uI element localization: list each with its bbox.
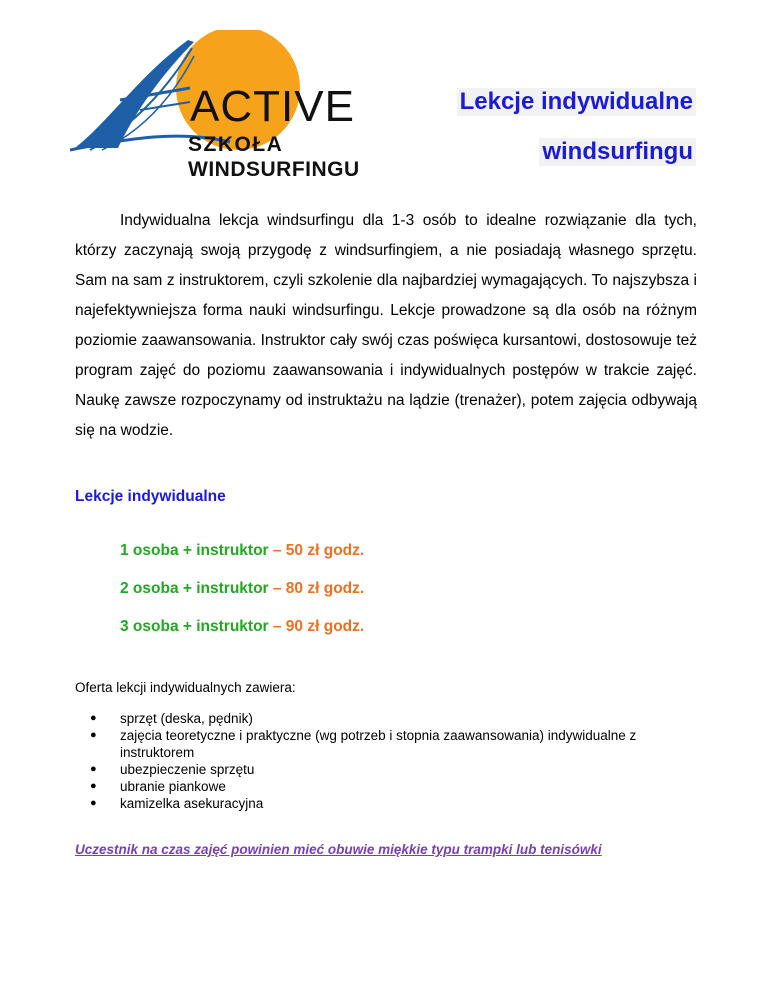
offer-label: Oferta lekcji indywidualnych zawiera: [75,680,296,695]
offer-item: ● ubezpieczenie sprzętu [90,761,650,778]
logo-active-text: ACTIVE [190,82,355,131]
price-item-value: – 90 zł godz. [268,618,365,635]
page-title-line1: Lekcje indywidualne [457,88,696,116]
price-item [120,540,364,578]
page-title-line2: windsurfingu [539,138,696,166]
price-item-label: 1 osoba + instruktor [120,542,269,559]
offer-item: ● kamizelka asekuracyjna [90,795,650,812]
price-item [120,578,364,616]
price-item-value: – 50 zł godz. [268,542,365,559]
footwear-note: Uczestnik na czas zajęć powinien mieć obuwie miękkie typu trampki lub tenisówki [75,842,602,857]
price-item [120,616,364,654]
price-list [120,540,364,654]
intro-paragraph: Indywidualna lekcja windsurfingu dla 1-3 osób to idealne rozwiązanie dla tych, którzy zaczynają swoją przygodę z windsurfingiem, a nie posiadają własnego sprzętu. Sam na sam z instruktorem, czyli szkolenie dla najbardziej wymagających. To najszybsza i najefektywniejsza forma nauki windsurfingu. Lekcje prowadzone są dla osób na różnym poziomie zaawansowania. Instruktor cały swój czas poświęca kursantowi, dostosowuje też program zajęć do poziomu zaawansowania i indywidualnych postępów w trakcie zajęć. Naukę zawsze rozpoczynamy od instruktażu na lądzie (trenażer), potem zajęcia odbywają się na wodzie. [75,212,697,439]
offer-list [90,710,650,812]
offer-item: ● sprzęt (deska, pędnik) [90,710,650,727]
price-item-value: – 80 zł godz. [268,580,365,597]
logo-szkola-text: SZKOŁA [188,133,284,156]
price-item-label: 2 osoba + instruktor [120,580,269,597]
section-heading: Lekcje indywidualne [75,488,226,505]
logo-windsurfingu-text: WINDSURFINGU [188,158,360,181]
offer-item: ● ubranie piankowe [90,778,650,795]
active-logo [70,30,400,190]
offer-item: ● zajęcia teoretyczne i praktyczne (wg potrzeb i stopnia zaawansowania) indywidualne z instruktorem [90,727,650,761]
price-item-label: 3 osoba + instruktor [120,618,269,635]
